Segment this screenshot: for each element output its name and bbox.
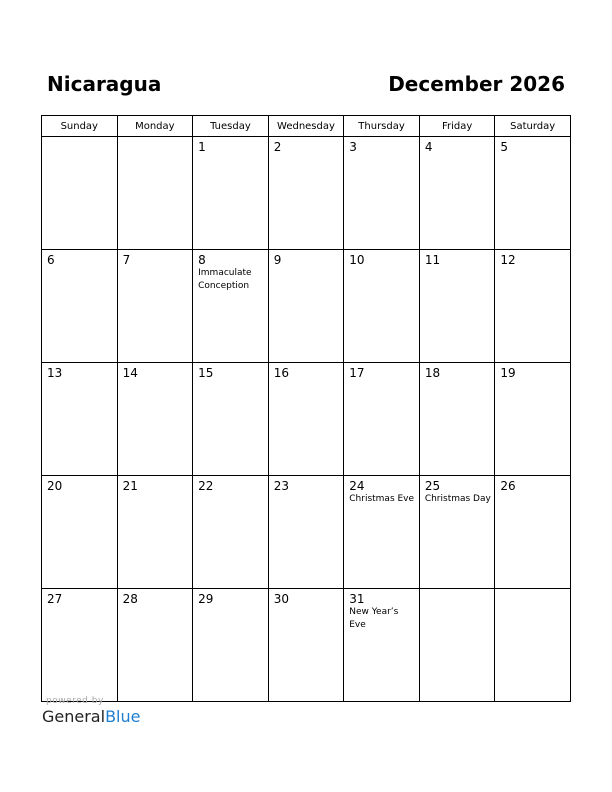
day-number: 22	[198, 479, 214, 493]
weekday-friday: Friday	[419, 116, 495, 137]
day-number: 11	[424, 253, 441, 267]
day-number: 30	[273, 592, 289, 606]
day-cell	[42, 363, 118, 476]
day-number: 15	[198, 366, 214, 380]
week-row	[42, 250, 571, 363]
day-cell	[117, 363, 193, 476]
logo-blue-text: Blue	[105, 707, 141, 726]
day-cell	[42, 250, 118, 363]
day-cell	[344, 137, 420, 250]
day-cell	[42, 589, 118, 702]
powered-by-label: powered by	[46, 696, 104, 706]
day-cell	[419, 363, 495, 476]
day-number: 3	[349, 140, 357, 154]
weekday-saturday: Saturday	[495, 116, 571, 137]
holiday-label: Immaculate Conception	[198, 268, 252, 291]
week-row	[42, 476, 571, 589]
weekday-monday: Monday	[117, 116, 193, 137]
day-number: 21	[122, 479, 138, 493]
day-cell	[495, 363, 571, 476]
day-number: 24	[349, 479, 365, 493]
day-cell	[495, 250, 571, 363]
weekday-sunday: Sunday	[42, 116, 118, 137]
weekday-header-row	[42, 116, 571, 137]
weekday-wednesday: Wednesday	[268, 116, 344, 137]
day-cell	[344, 250, 420, 363]
day-cell	[495, 589, 571, 702]
holiday-label: New Year’s Eve	[349, 607, 399, 630]
day-cell	[268, 589, 344, 702]
day-number: 13	[47, 366, 63, 380]
day-cell	[344, 363, 420, 476]
day-number: 16	[273, 366, 289, 380]
day-number: 10	[349, 253, 365, 267]
logo-general-text: General	[42, 707, 106, 726]
day-cell	[193, 363, 269, 476]
day-number: 4	[424, 140, 433, 154]
day-cell	[268, 250, 344, 363]
day-cell	[419, 589, 495, 702]
generalblue-logo	[42, 707, 140, 727]
day-cell	[42, 137, 118, 250]
day-cell	[344, 589, 420, 702]
day-number: 20	[47, 479, 63, 493]
day-cell	[495, 476, 571, 589]
month-year-title: December 2026	[388, 72, 565, 96]
day-cell	[193, 137, 269, 250]
day-number: 6	[47, 253, 55, 267]
day-number: 7	[122, 253, 131, 267]
country-title: Nicaragua	[47, 72, 162, 96]
day-cell	[117, 250, 193, 363]
day-cell	[268, 476, 344, 589]
day-number: 26	[500, 479, 516, 493]
day-number: 27	[47, 592, 63, 606]
day-cell	[193, 250, 269, 363]
day-number: 25	[424, 479, 441, 493]
day-cell	[268, 137, 344, 250]
day-cell	[419, 476, 495, 589]
day-number: 1	[198, 140, 206, 154]
day-cell	[117, 589, 193, 702]
week-row	[42, 589, 571, 702]
day-number: 23	[273, 479, 289, 493]
day-number: 29	[198, 592, 214, 606]
day-cell	[268, 363, 344, 476]
day-cell	[495, 137, 571, 250]
day-number: 17	[349, 366, 365, 380]
day-number: 18	[424, 366, 441, 380]
week-row	[42, 137, 571, 250]
week-row	[42, 363, 571, 476]
brand-footer	[42, 696, 140, 727]
weekday-thursday: Thursday	[344, 116, 420, 137]
day-number: 9	[273, 253, 282, 267]
holiday-label: Christmas Eve	[349, 494, 415, 504]
day-number: 19	[500, 366, 516, 380]
day-number: 5	[500, 140, 509, 154]
day-number: 14	[122, 366, 138, 380]
day-cell	[419, 250, 495, 363]
day-number: 2	[273, 140, 282, 154]
day-cell	[117, 137, 193, 250]
weekday-tuesday: Tuesday	[193, 116, 269, 137]
day-number: 28	[122, 592, 138, 606]
day-cell	[193, 589, 269, 702]
day-number: 12	[500, 253, 516, 267]
day-number: 8	[198, 253, 206, 267]
holiday-label: Christmas Day	[424, 494, 491, 504]
day-cell	[419, 137, 495, 250]
day-cell	[193, 476, 269, 589]
day-cell	[42, 476, 118, 589]
day-number: 31	[349, 592, 365, 606]
calendar-grid	[41, 115, 571, 702]
day-cell	[344, 476, 420, 589]
day-cell	[117, 476, 193, 589]
